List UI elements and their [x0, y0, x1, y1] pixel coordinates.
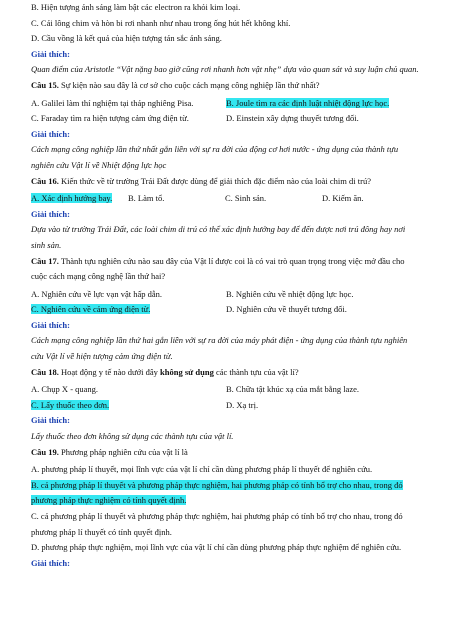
q19-option-c: C. cả phương pháp lí thuyết và phương pháp thực nghiệm, hai phương pháp có tính bổ trợ cho nhau, trong đó phương pháp lí thuyết có tính quyết định. — [31, 511, 403, 537]
q15-option-a: A. Galilei làm thí nghiệm tại tháp nghiêng Pisa. — [31, 97, 194, 108]
q18-option-c-correct: C. Lấy thuốc theo đơn. — [31, 399, 110, 410]
option-b-prev: B. Hiện tượng ánh sáng làm bật các electron ra khỏi kim loại. — [31, 2, 241, 12]
q19-explain-label: Giải thích: — [31, 557, 70, 568]
question-18-text-pre: Hoạt động y tế nào dưới đây — [58, 366, 161, 377]
q17-option-c-correct: C. Nghiên cứu về cảm ứng điện từ. — [31, 304, 151, 315]
q15-options-row-2 — [31, 111, 421, 127]
q16-explain: Dựa vào từ trường Trái Đất, các loài chim di trú có thể xác định hướng bay để đến được nơi trú đông hay nơi sinh sản. — [31, 224, 406, 250]
q18-option-b: B. Chữa tật khúc xạ của mắt bằng laze. — [226, 384, 360, 395]
q18-explain: Lấy thuốc theo đơn không sử dụng các thành tựu của vật lí. — [31, 431, 234, 442]
q15-options-row-1 — [31, 96, 421, 112]
explain-label: Giải thích: — [31, 48, 70, 59]
question-16-number: Câu 16. — [31, 175, 59, 186]
q18-option-a: A. Chụp X - quang. — [31, 384, 99, 395]
q16-option-b: B. Làm tổ. — [128, 193, 165, 204]
q17-option-b: B. Nghiên cứu về nhiệt động lực học. — [226, 288, 354, 299]
option-d-prev: D. Cầu vồng là kết quả của hiện tượng tán sắc ánh sáng. — [31, 33, 222, 44]
question-16-text: Kiến thức về từ trường Trái Đất được dùng để giải thích đặc điểm nào của loài chim di trú? — [58, 175, 371, 186]
q18-options-row-2 — [31, 398, 421, 414]
q16-option-a-correct: A. Xác định hướng bay. — [31, 193, 113, 204]
q17-options-row-2 — [31, 302, 421, 318]
option-c-prev: C. Cái lông chim và hòn bi rơi nhanh như nhau trong ống hút hết không khí. — [31, 17, 291, 28]
q17-options-row-1 — [31, 287, 421, 303]
q15-option-d: D. Einstein xây dựng thuyết tương đối. — [226, 113, 359, 124]
explain-prev: Quan điểm của Aristotle “Vật nặng bao giờ cũng rơi nhanh hơn vật nhẹ” dựa vào quan sát và suy luận chủ quan. — [31, 64, 419, 75]
question-19-text: Phương pháp nghiên cứu của vật lí là — [58, 446, 188, 457]
question-18-text-post: các thành tựu của vật lí? — [213, 366, 299, 377]
q17-option-d: D. Nghiên cứu về thuyết tương đối. — [226, 304, 347, 315]
q16-option-c: C. Sinh sản. — [225, 193, 267, 204]
q15-explain: Cách mạng công nghiệp lần thứ nhất gắn liền với sự ra đời của động cơ hơi nước - ứng dụng của thành tựu nghiên cứu Vật lí về Nhiệt động lực học — [31, 144, 399, 170]
question-18-text-bold: không sử dụng — [160, 366, 214, 377]
q17-explain-label: Giải thích: — [31, 319, 70, 330]
question-17-number: Câu 17. — [31, 255, 59, 266]
q16-explain-label: Giải thích: — [31, 208, 70, 219]
q19-option-a: A. phương pháp lí thuyết, mọi lĩnh vực của vật lí chỉ cần dùng phương pháp lí thuyết để nghiên cứu. — [31, 464, 373, 475]
q17-option-a: A. Nghiên cứu về lực vạn vật hấp dẫn. — [31, 288, 163, 299]
question-18-number: Câu 18. — [31, 366, 59, 377]
q18-explain-label: Giải thích: — [31, 415, 70, 426]
question-15-number: Câu 15. — [31, 79, 59, 90]
q18-option-d: D. Xạ trị. — [226, 399, 259, 410]
question-18 — [31, 365, 421, 381]
question-15-text: Sự kiện nào sau đây là cơ sở cho cuộc cách mạng công nghiệp lần thứ nhất? — [58, 79, 320, 90]
question-17-text: Thành tựu nghiên cứu nào sau đây của Vật lí được coi là có vai trò quan trọng trong việc mở đầu cho cuộc cách mạng công nghệ lần thứ hai? — [31, 255, 405, 282]
q16-options-row — [31, 191, 421, 207]
q15-option-b-correct: B. Joule tìm ra các định luật nhiệt động lực học. — [226, 97, 390, 108]
question-17 — [31, 254, 421, 285]
question-19-number: Câu 19. — [31, 446, 59, 457]
q19-option-d: D. phương pháp thực nghiệm, mọi lĩnh vực của vật lí chỉ cần dùng phương pháp thực nghiệm để nghiên cứu. — [31, 542, 402, 553]
document-page — [31, 0, 421, 571]
q17-explain: Cách mạng công nghiệp lần thứ hai gắn liền với sự ra đời của máy phát điện - ứng dụng của thành tựu nghiên cứu Vật lí về hiện tượng cảm ứng điện từ. — [31, 335, 408, 362]
question-15 — [31, 78, 421, 94]
question-16 — [31, 174, 421, 190]
question-19 — [31, 445, 421, 461]
q15-option-c: C. Faraday tìm ra hiện tượng cảm ứng điện từ. — [31, 113, 189, 124]
q18-options-row-1 — [31, 382, 421, 398]
q19-option-b-correct: B. cả phương pháp lí thuyết và phương pháp thực nghiệm, hai phương pháp có tính bổ trợ cho nhau, trong đó phương pháp thực nghiệm có tính quyết định. — [31, 479, 403, 506]
q15-explain-label: Giải thích: — [31, 128, 70, 139]
q16-option-d: D. Kiếm ăn. — [322, 193, 364, 204]
